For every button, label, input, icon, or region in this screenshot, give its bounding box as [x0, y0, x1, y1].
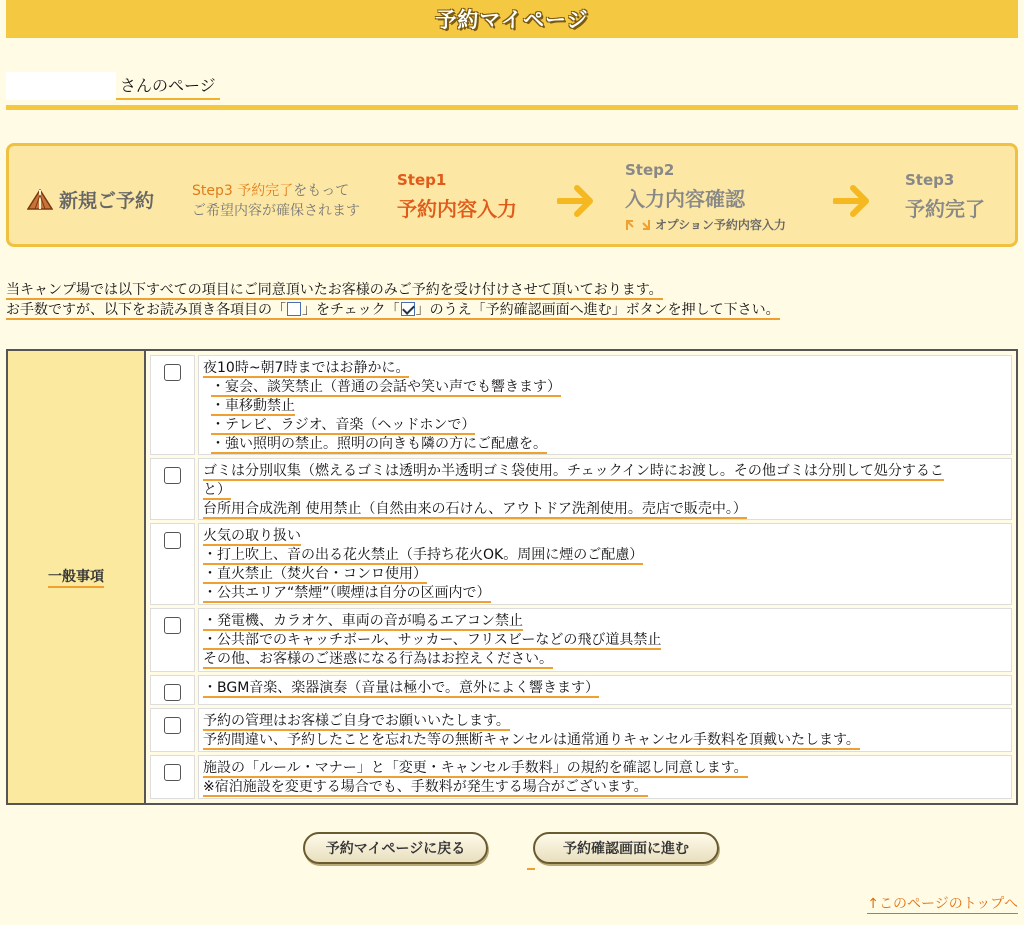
- term-line: 予約の管理はお客様ご自身でお願いいたします。: [203, 713, 510, 729]
- term-line: 台所用合成洗剤 使用禁止（自然由来の石けん、アウトドア洗剤使用。売店で販売中。）: [203, 501, 747, 517]
- user-page-label: さんのページ: [116, 73, 220, 100]
- intro-line1: 当キャンプ場では以下すべての項目にご同意頂いたお客様のみご予約を受け付けさせて頂いております。: [6, 282, 663, 298]
- step3-label: 予約完了: [905, 197, 985, 221]
- term-line: ・車移動禁止: [211, 398, 295, 414]
- terms-rows: [146, 351, 1016, 803]
- agree-checkbox-5[interactable]: [164, 684, 181, 701]
- term-line: ・発電機、カラオケ、車両の音が鳴るエアコン禁止: [203, 613, 524, 629]
- proceed-to-confirm-button[interactable]: 予約確認画面に進む: [533, 832, 719, 864]
- terms-row: [150, 708, 1012, 752]
- user-name-box: [6, 72, 116, 100]
- agree-checkbox-4[interactable]: [164, 617, 181, 634]
- terms-row: [150, 755, 1012, 799]
- swap-arrows-icon: [625, 218, 651, 232]
- agree-checkbox-1[interactable]: [164, 364, 181, 381]
- back-to-mypage-button[interactable]: 予約マイページに戻る: [303, 832, 488, 864]
- header-bar: [6, 0, 1018, 38]
- term-line: 施設の「ルール・マナー」と「変更・キャンセル手数料」の規約を確認し同意します。: [203, 760, 748, 776]
- checked-example-icon: [401, 302, 415, 316]
- agree-checkbox-2[interactable]: [164, 467, 181, 484]
- term-line: 夜10時~朝7時まではお静かに。: [203, 360, 410, 376]
- underline-mark: [527, 868, 535, 870]
- intro-line2-a: お手数ですが、以下をお読み頂き各項目の「: [6, 302, 286, 318]
- term-line: 火気の取り扱い: [203, 528, 301, 544]
- terms-row: [150, 355, 1012, 455]
- terms-row: [150, 608, 1012, 672]
- terms-category: 一般事項: [48, 566, 104, 588]
- terms-row: [150, 458, 1012, 520]
- agree-checkbox-3[interactable]: [164, 532, 181, 549]
- step-indicator: [6, 143, 1018, 247]
- step2-number: Step2: [625, 161, 675, 179]
- page-title: 予約マイページ: [435, 8, 589, 32]
- term-line: ・公共部でのキャッチボール、サッカー、フリスビーなどの飛び道具禁止: [203, 632, 662, 648]
- step3-note-orange: Step3 予約完了: [192, 183, 294, 199]
- option-note-label: オプション予約内容入力: [655, 218, 786, 232]
- terms-row: [150, 523, 1012, 605]
- step3-note-line2: ご希望内容が確保されます: [192, 203, 360, 219]
- intro-text: [6, 280, 780, 320]
- term-line: ゴミは分別収集（燃えるゴミは透明か半透明ゴミ袋使用。チェックイン時にお渡し。その他ゴミは分別して処分するこ: [203, 463, 944, 479]
- new-reservation-label: 新規ご予約: [59, 190, 155, 212]
- step1-number: Step1: [397, 171, 447, 189]
- term-line: と）: [203, 482, 231, 498]
- step1: [397, 171, 517, 222]
- intro-line2-b: 」をチェック「: [302, 302, 400, 318]
- term-line: ・直火禁止（焚火台・コンロ使用）: [203, 566, 427, 582]
- term-line: ・打上吹上、音の出る花火禁止（手持ち花火OK。周囲に煙のご配慮）: [203, 547, 644, 563]
- terms-row: [150, 675, 1012, 705]
- term-line: 予約間違い、予約したことを忘れた等の無断キャンセルは通常通りキャンセル手数料を頂戴いたします。: [203, 732, 860, 748]
- step1-label: 予約内容入力: [397, 197, 517, 221]
- back-to-top-link[interactable]: ↑このページのトップへ: [867, 893, 1018, 914]
- agree-checkbox-7[interactable]: [164, 764, 181, 781]
- terms-category-cell: [8, 351, 146, 803]
- term-line: ・公共エリア“禁煙”（喫煙は自分の区画内で）: [203, 585, 491, 601]
- term-line: ・テレビ、ラジオ、音楽（ヘッドホンで）: [211, 417, 476, 433]
- term-line: その他、お客様のご迷惑になる行為はお控えください。: [203, 651, 553, 667]
- user-row: [6, 70, 220, 100]
- step3-number: Step3: [905, 171, 955, 189]
- tent-icon: [27, 189, 53, 211]
- step3-note-gray: をもって: [293, 183, 350, 199]
- term-line: ・強い照明の禁止。照明の向きも隣の方にご配慮を。: [211, 436, 547, 452]
- arrow-right-icon: [833, 184, 873, 218]
- term-line: ※宿泊施設を変更する場合でも、手数料が発生する場合がございます。: [203, 779, 648, 795]
- new-reservation: [27, 186, 154, 213]
- terms-table: [6, 349, 1018, 805]
- intro-line2-c: 」のうえ「予約確認画面へ進む」ボタンを押して下さい。: [415, 302, 780, 318]
- checkbox-example-icon: [287, 302, 301, 316]
- option-note: [625, 216, 786, 233]
- step3-note: [192, 181, 360, 221]
- step2: [625, 161, 745, 212]
- step2-label: 入力内容確認: [625, 187, 745, 211]
- term-line: ・BGM音楽、楽器演奏（音量は極小で。意外によく響きます）: [203, 680, 600, 696]
- step3: [905, 171, 985, 222]
- arrow-right-icon: [557, 184, 597, 218]
- agree-checkbox-6[interactable]: [164, 717, 181, 734]
- term-line: ・宴会、談笑禁止（普通の会話や笑い声でも響きます）: [211, 379, 561, 395]
- divider: [6, 105, 1018, 110]
